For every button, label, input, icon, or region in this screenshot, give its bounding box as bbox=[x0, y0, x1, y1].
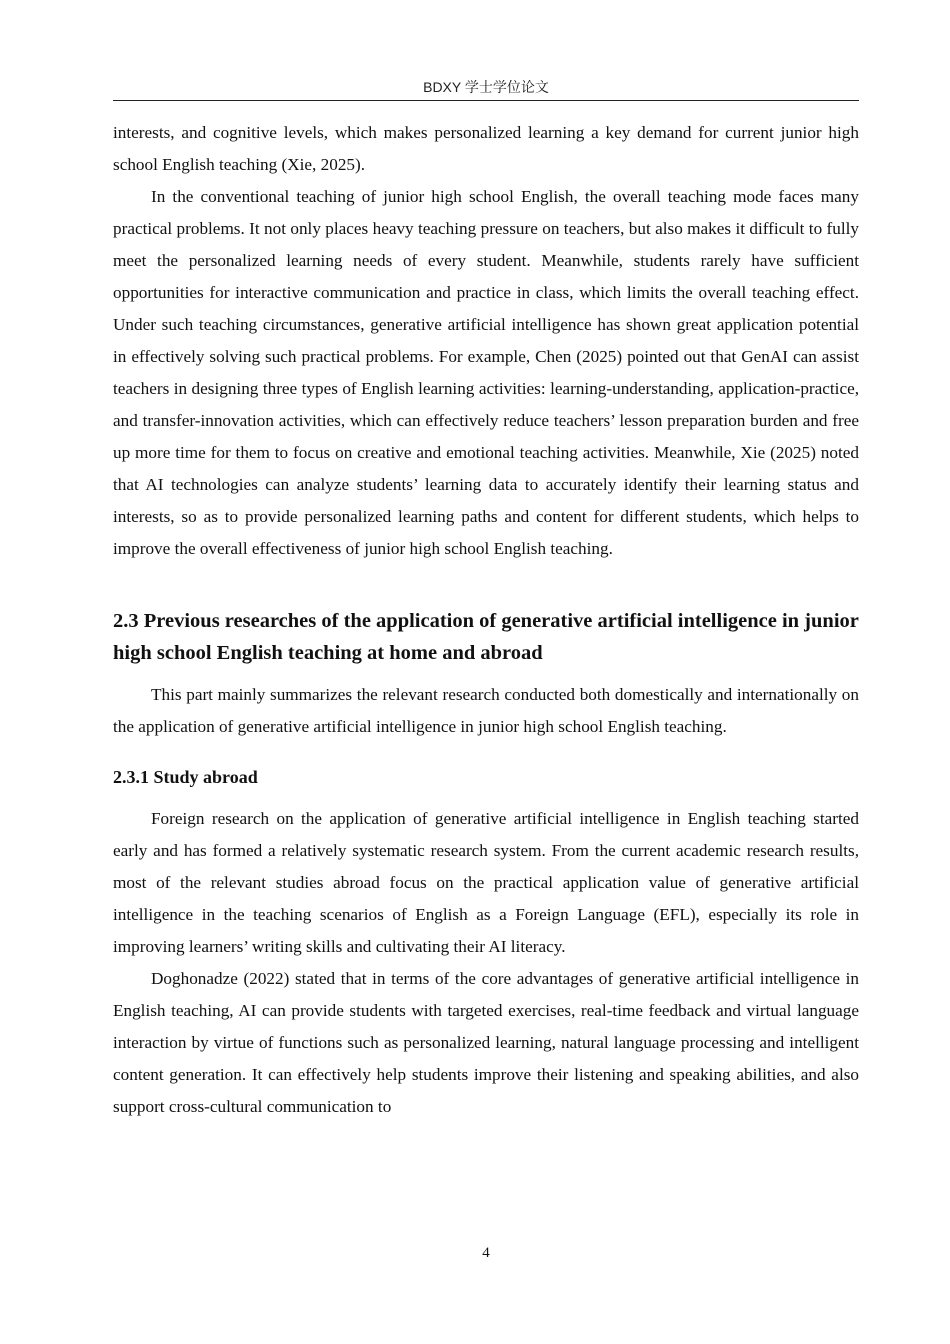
subsection-heading-2-3-1: 2.3.1 Study abroad bbox=[113, 767, 258, 787]
body-text bbox=[113, 117, 859, 1123]
paragraph-conventional-teaching: In the conventional teaching of junior high school English, the overall teaching mode faces many practical problems. It not only places heavy teaching pressure on teachers, but also makes it difficult to fully meet the personalized learning needs of every student. Meanwhile, students rarely have sufficient opportunities for interactive communication and practice in class, which limits the overall teaching effect. Under such teaching circumstances, generative artificial intelligence has shown great application potential in effectively solving such practical problems. For example, Chen (2025) pointed out that GenAI can assist teachers in designing three types of English learning activities: learning-understanding, application-practice, and transfer-innovation activities, which can effectively reduce teachers’ lesson preparation burden and free up more time for them to focus on creative and emotional teaching activities. Meanwhile, Xie (2025) noted that AI technologies can analyze students’ learning data to accurately identify their learning status and interests, so as to provide personalized learning paths and content for different students, which helps to improve the overall effectiveness of junior high school English teaching. bbox=[113, 187, 859, 558]
header-rule bbox=[113, 100, 859, 101]
section-heading-2-3: 2.3 Previous researches of the application of generative artificial intelligence in junior high school English teaching at home and abroad bbox=[113, 610, 859, 664]
paragraph-foreign-research: Foreign research on the application of generative artificial intelligence in English teaching started early and has formed a relatively systematic research system. From the current academic research results, most of the relevant studies abroad focus on the practical application value of generative artificial intelligence in the teaching scenarios of English as a Foreign Language (EFL), especially its role in improving learners’ writing skills and cultivating their AI literacy. bbox=[113, 809, 859, 956]
page-number: 4 bbox=[482, 1245, 490, 1261]
paragraph-doghonadze: Doghonadze (2022) stated that in terms of the core advantages of generative artificial intelligence in English teaching, AI can provide students with targeted exercises, real-time feedback and virtual language interaction by virtue of functions such as personalized learning, natural language processing and intelligent content generation. It can effectively help students improve their listening and speaking abilities, and also support cross-cultural communication to bbox=[113, 969, 859, 1116]
paragraph-continued: interests, and cognitive levels, which makes personalized learning a key demand for current junior high school English teaching (Xie, 2025). bbox=[113, 123, 859, 174]
paragraph-section-summary: This part mainly summarizes the relevant research conducted both domestically and internationally on the application of generative artificial intelligence in junior high school English teaching. bbox=[113, 685, 859, 736]
running-header: BDXY 学士学位论文 bbox=[423, 79, 549, 95]
thesis-page bbox=[113, 0, 859, 1344]
